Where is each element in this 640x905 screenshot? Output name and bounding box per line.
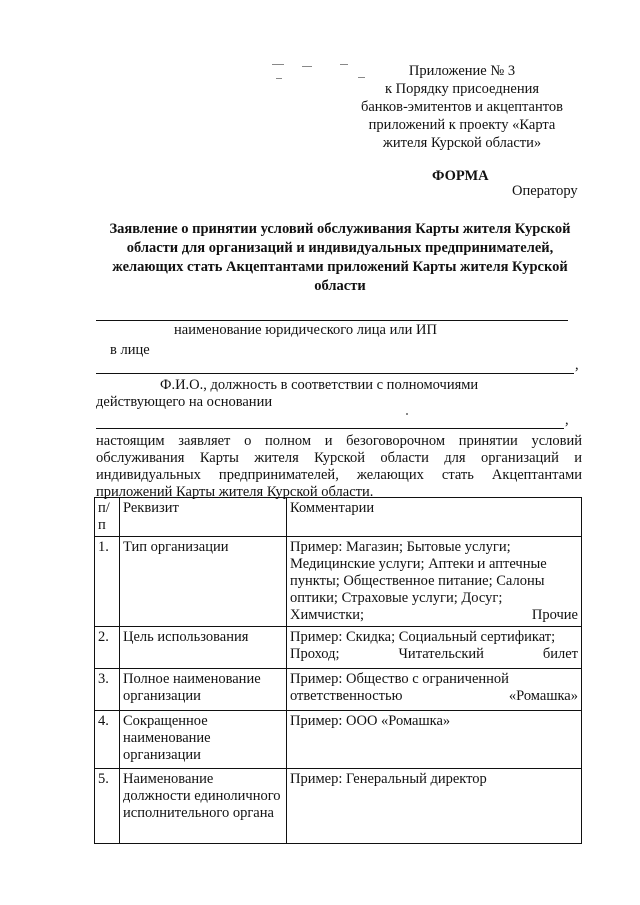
scan-speck [406, 413, 408, 415]
document-title [88, 220, 592, 296]
requisites-table [94, 497, 582, 844]
row-field: Полное наименование организации [120, 669, 287, 711]
representative-field[interactable] [96, 373, 574, 374]
title-line: области для организаций и индивидуальных предпринимателей, [126, 240, 554, 256]
annex-line: Приложение № 3 [408, 63, 516, 79]
scan-mark [276, 78, 282, 79]
annex-line: банков-эмитентов и акцептантов [360, 99, 563, 115]
row-field: Тип организации [120, 537, 287, 627]
statement-line: настоящим заявляет о полном и безоговорочном принятии условий [96, 433, 582, 449]
statement-paragraph [96, 433, 582, 501]
row-number: 4. [95, 711, 120, 769]
row-comment: Пример: Скидка; Социальный сертификат; Проход; Читательский билет [287, 627, 582, 669]
table-row [95, 769, 582, 844]
title-line: Заявление о принятии условий обслуживания Карты жителя Курской [109, 221, 571, 237]
entity-name-caption: наименование юридического лица или ИП [174, 322, 437, 338]
row-field: Цель использования [120, 627, 287, 669]
table-row [95, 669, 582, 711]
row-number: 5. [95, 769, 120, 844]
comma: , [565, 412, 569, 428]
statement-line: приложений Карты жителя Курской области. [96, 484, 374, 500]
row-comment: Пример: Генеральный директор [287, 769, 582, 844]
table-row [95, 627, 582, 669]
statement-line: индивидуальных предпринимателей, желающих стать Акцептантами [96, 467, 582, 483]
scan-mark [272, 64, 284, 65]
basis-field[interactable] [96, 428, 564, 429]
form-label: ФОРМА [432, 168, 489, 184]
title-line: области [314, 278, 366, 294]
entity-name-field[interactable] [96, 320, 568, 321]
row-number: 2. [95, 627, 120, 669]
annex-header [352, 62, 572, 152]
comma: , [575, 357, 579, 373]
scan-mark [340, 64, 348, 65]
header-requisite: Реквизит [120, 498, 287, 537]
fio-caption: Ф.И.О., должность в соответствии с полномочиями [160, 377, 479, 393]
row-field: Сокращенное наименование организации [120, 711, 287, 769]
table-row [95, 711, 582, 769]
title-line: желающих стать Акцептантами приложений Карты жителя Курской [112, 259, 568, 275]
row-comment: Пример: Магазин; Бытовые услуги; Медицинские услуги; Аптеки и аптечные пункты; Общественное питание; Салоны оптики; Страховые услуги; Досуг; Химчистки; Прочие [287, 537, 582, 627]
annex-line: жителя Курской области» [382, 135, 542, 151]
addressee: Оператору [512, 183, 578, 199]
header-number: п/п [95, 498, 120, 537]
row-number: 1. [95, 537, 120, 627]
annex-line: приложений к проекту «Карта [368, 117, 556, 133]
row-field: Наименование должности единоличного исполнительного органа [120, 769, 287, 844]
acting-basis-label: действующего на основании [96, 394, 273, 410]
statement-line: обслуживания Карты жителя Курской области для организаций и [96, 450, 582, 466]
scan-mark [302, 66, 312, 67]
annex-line: к Порядку присоеднения [384, 81, 540, 97]
table-row [95, 537, 582, 627]
table-header-row [95, 498, 582, 537]
in-person-label: в лице [110, 342, 150, 358]
row-comment: Пример: ООО «Ромашка» [287, 711, 582, 769]
row-number: 3. [95, 669, 120, 711]
row-comment: Пример: Общество с ограниченной ответственностью «Ромашка» [287, 669, 582, 711]
header-comments: Комментарии [287, 498, 582, 537]
